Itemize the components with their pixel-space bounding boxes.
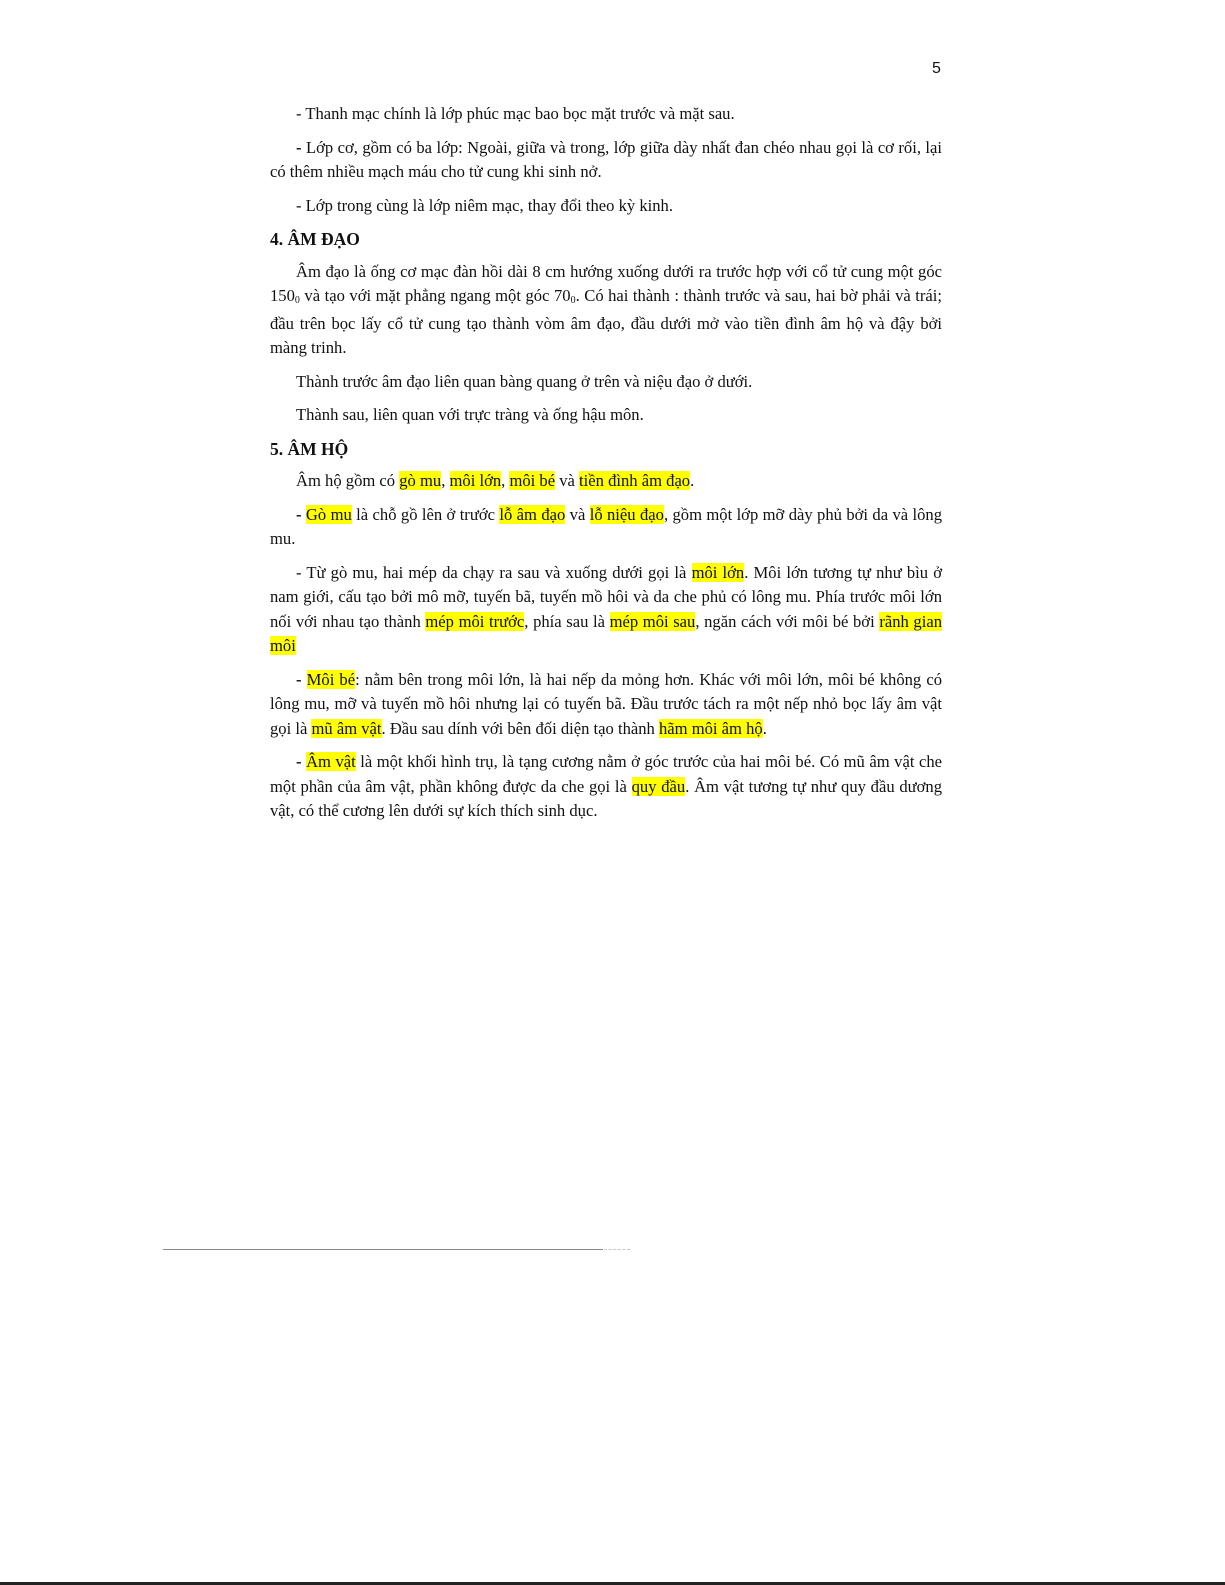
- text-run: .: [690, 471, 695, 490]
- highlighted-term: mép môi sau: [609, 611, 696, 631]
- section-heading-am-dao: 4. ÂM ĐẠO: [270, 229, 360, 249]
- highlighted-term: lỗ âm đạo: [499, 504, 566, 524]
- highlighted-term: quy đầu: [631, 776, 686, 796]
- text-run: ,: [501, 471, 510, 490]
- text-run: Âm hộ gồm có: [296, 471, 400, 490]
- text-run: là một khối hình trụ, là tạng cương nằm ở góc trước của hai môi bé. Có mũ âm vật che một phần của âm vật, phần không được da che gọi là: [270, 752, 942, 796]
- bullet-dash: -: [296, 504, 302, 524]
- text-run: là chỗ gồ lên ở trước: [351, 504, 500, 524]
- text-run: . Âm vật tương tự như quy đầu dương vật, có thể cương lên dưới sự kích thích sinh dục.: [270, 776, 943, 820]
- footnote-separator: [163, 1249, 603, 1250]
- highlighted-term: Gò mu: [305, 504, 352, 524]
- text-run: - Từ gò mu, hai mép da chạy ra sau và xuống dưới gọi là: [296, 562, 692, 582]
- highlighted-term: gò mu: [399, 471, 442, 490]
- text-run: , gồm một lớp mỡ dày phủ bởi da và lông mu.: [270, 504, 942, 548]
- document-body: [270, 102, 942, 833]
- highlighted-term: mũ âm vật: [311, 718, 382, 738]
- bullet-dash: -: [296, 669, 302, 689]
- text-run: . Có hai thành : thành trước và sau, hai bờ phải và trái; đầu trên bọc lấy cổ tử cung tạo thành vòm âm đạo, đầu dưới mở vào tiền đình âm hộ và đậy bởi màng trinh.: [270, 286, 942, 357]
- footnote-separator-tail: [604, 1249, 630, 1250]
- text-run: ,: [441, 471, 450, 490]
- paragraph-am-ho-intro: [270, 469, 942, 494]
- paragraph-am-vat: [270, 750, 942, 824]
- bullet-dash: -: [296, 137, 302, 157]
- paragraph-thanh-mac: - Thanh mạc chính là lớp phúc mạc bao bọc mặt trước và mặt sau.: [296, 104, 735, 123]
- text-run: . Đầu sau dính với bên đối diện tạo thành: [381, 718, 659, 738]
- paragraph-thanh-sau: Thành sau, liên quan với trực tràng và ống hậu môn.: [296, 405, 644, 424]
- highlighted-term: môi bé: [509, 471, 556, 490]
- paragraph-am-dao: [270, 260, 942, 361]
- text-run: và: [555, 471, 580, 490]
- text-run: và tạo với mặt phẳng ngang một góc 70: [299, 286, 571, 305]
- paragraph-thanh-truoc: Thành trước âm đạo liên quan bàng quang ở trên và niệu đạo ở dưới.: [296, 371, 753, 391]
- highlighted-term: hãm môi âm hộ: [658, 718, 763, 738]
- highlighted-term: môi lớn: [449, 471, 502, 490]
- degree-subscript: 0: [570, 295, 576, 306]
- highlighted-term: Âm vật: [306, 752, 356, 771]
- highlighted-term: môi lớn: [691, 562, 745, 582]
- paragraph-go-mu: [270, 503, 942, 552]
- text-run: : nằm bên trong môi lớn, là hai nếp da mỏng hơn. Khác với môi lớn, môi bé không có lông mu, mỡ và tuyến mồ hôi nhưng lại có tuyến bã. Đầu trước tách ra một nếp nhỏ bọc lấy âm vật gọi là: [270, 669, 942, 738]
- text-run: Âm đạo là ống cơ mạc đàn hồi dài 8 cm hướng xuống dưới ra trước hợp với cổ tử cung một góc 150: [270, 261, 942, 305]
- page-number: 5: [932, 60, 941, 77]
- paragraph-moi-lon: [270, 561, 942, 659]
- highlighted-term: rãnh gian môi: [270, 611, 943, 655]
- text-run: , phía sau là: [524, 611, 610, 631]
- paragraph-lop-trong: - Lớp trong cùng là lớp niêm mạc, thay đổi theo kỳ kinh.: [296, 195, 674, 215]
- text-run: và: [565, 504, 590, 524]
- paragraph-text: Lớp cơ, gồm có ba lớp: Ngoài, giữa và trong, lớp giữa dày nhất đan chéo nhau gọi là cơ rối, lại có thêm nhiều mạch máu cho tử cung khi sinh nở.: [270, 137, 942, 181]
- paragraph-lop-co: [270, 136, 942, 185]
- section-heading-am-ho: 5. ÂM HỘ: [270, 438, 349, 459]
- bullet-dash: -: [296, 752, 302, 771]
- highlighted-term: mép môi trước: [425, 611, 525, 631]
- text-run: , ngăn cách với môi bé bởi: [695, 611, 880, 631]
- paragraph-moi-be: [270, 668, 942, 742]
- text-run: [302, 670, 307, 689]
- highlighted-term: lỗ niệu đạo: [589, 504, 664, 524]
- text-run: . Môi lớn tương tự như bìu ở nam giới, cấu tạo bởi mô mỡ, tuyến bã, tuyến mồ hôi và da che phủ có lông mu. Phía trước môi lớn nối với nhau tạo thành: [270, 562, 942, 631]
- highlighted-term: tiền đình âm đạo: [579, 471, 691, 490]
- degree-subscript: 0: [294, 295, 300, 306]
- text-run: .: [762, 718, 767, 738]
- highlighted-term: Môi bé: [306, 669, 356, 689]
